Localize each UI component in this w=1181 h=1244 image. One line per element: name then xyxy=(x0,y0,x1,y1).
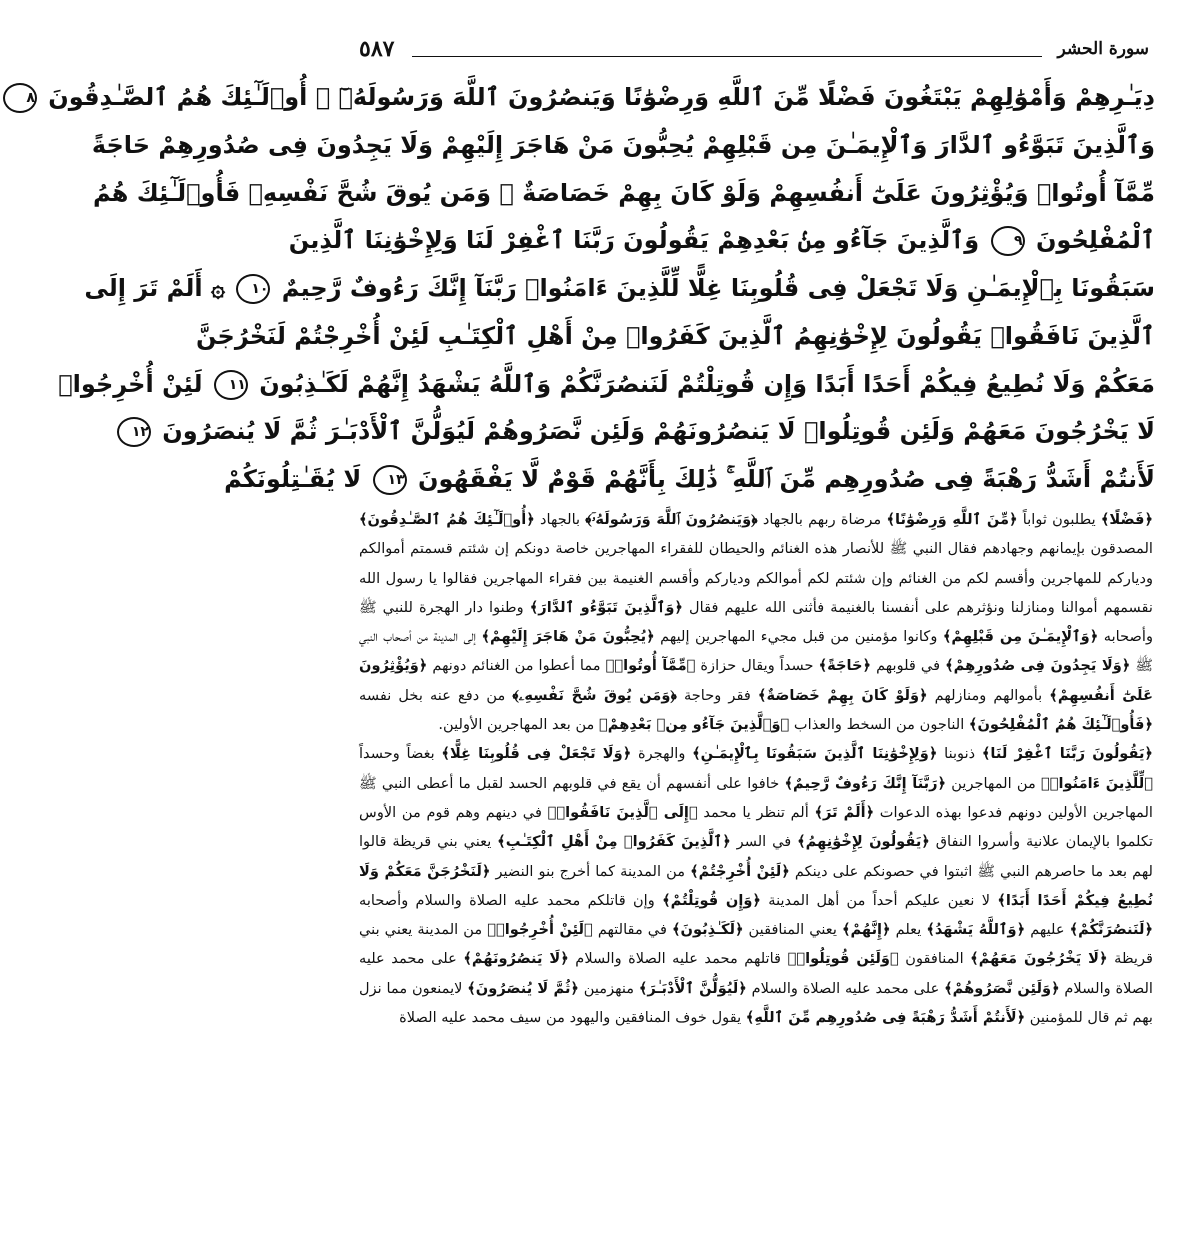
quran-line xyxy=(84,269,1155,307)
commentary-text: بأموالهم ومنازلهم xyxy=(927,686,1050,704)
commentary-text: من دفع عنه بخل نفسه xyxy=(359,686,513,704)
commentary-text: في دينهم وهم قوم من الأوس تكلموا بالإيمان علانية وأسروا النفاق xyxy=(359,803,1153,851)
commentary-text: مرضاة ربهم بالجهاد xyxy=(757,511,887,528)
commentary-text: يعلم xyxy=(890,921,927,939)
tafsir-paragraph-2 xyxy=(359,739,1153,1032)
ayah-number-marker: ١٣ xyxy=(373,465,407,495)
quran-quote: ﴿إِلَى ٱلَّذِينَ نَافَقُوا۟﴾ xyxy=(547,803,698,821)
commentary-text: يطلبون ثواباً xyxy=(1017,511,1101,528)
commentary-text: من المدينة كما أخرج بنو النضير xyxy=(490,862,691,880)
commentary-text: يعني بني قريظة قالوا لهم بعد ما حاصرهم النبي ﷺ اثبتوا في حصونكم على دينكم xyxy=(359,833,1153,880)
ayah-number-marker: ١١ xyxy=(214,370,248,400)
quran-quote: ﴿أُو۟لَـٰٓئِكَ هُمُ ٱلصَّـٰدِقُونَ﴾ xyxy=(359,511,535,528)
quran-quote: ﴿ٱلَّذِينَ كَفَرُوا۟ مِنْ أَهْلِ ٱلْكِتَـٰبِ﴾ xyxy=(497,833,731,851)
ayah-number-marker: ١٢ xyxy=(117,417,151,447)
quran-line-text: ٱلْمُفْلِحُونَ xyxy=(1035,226,1155,255)
quran-line-text: لَئِنْ أُخْرِجُوا۟ xyxy=(58,369,203,398)
commentary-text: منهزمين xyxy=(579,979,639,997)
quran-quote: ﴿وَٱلَّذِينَ تَبَوَّءُو ٱلدَّارَ﴾ xyxy=(529,598,683,616)
quran-quote: ﴿مِّنَ ٱللَّهِ وَرِضْوَٰنًا﴾ xyxy=(886,511,1018,528)
quran-line-text: لَأَنتُمْ أَشَدُّ رَهْبَةً فِى صُدُورِهِم مِّنَ ٱللَّهِ ۚ ذَٰلِكَ بِأَنَّهُمْ قَوْمٌ لَّا يَفْقَهُونَ xyxy=(417,465,1155,493)
quran-quote: ﴿وَلَا يَجِدُونَ فِى صُدُورِهِمْ﴾ xyxy=(945,657,1131,675)
surah-name: سورة الحشر xyxy=(1057,39,1149,59)
commentary-text: على محمد عليه الصلاة والسلام xyxy=(746,979,945,997)
commentary-text: وكانوا مؤمنين من قبل مجيء المهاجرين إليهم xyxy=(654,628,943,646)
quran-line xyxy=(58,365,1155,403)
quran-quote: ﴿فَأُو۟لَـٰٓئِكَ هُمُ ٱلْمُفْلِحُونَ﴾ xyxy=(968,716,1153,734)
quran-quote: ﴿وَمَن يُوقَ شُحَّ نَفْسِهِۦ﴾ xyxy=(512,686,677,704)
quran-quote: ﴿يَقُولُونَ رَبَّنَا ٱغْفِرْ لَنَا﴾ xyxy=(981,745,1153,763)
quran-quote: ﴿وَإِن قُوتِلْتُمْ﴾ xyxy=(662,891,761,909)
quran-quote: ﴿حَاجَةً﴾ xyxy=(818,657,872,675)
quran-line-text: وَٱلَّذِينَ تَبَوَّءُو ٱلدَّارَ وَٱلْإِيمَـٰنَ مِن قَبْلِهِمْ يُحِبُّونَ مَنْ هَاجَرَ إِلَيْهِمْ وَلَا يَجِدُونَ فِى صُدُورِهِمْ حَاجَةً xyxy=(91,130,1155,159)
quran-line-text: مَعَكُمْ وَلَا نُطِيعُ فِيكُمْ أَحَدًا أَبَدًا وَإِن قُوتِلْتُمْ لَنَنصُرَنَّكُمْ وَٱللَّهُ يَشْهَدُ إِنَّهُمْ لَكَـٰذِبُونَ xyxy=(259,369,1155,398)
commentary-text: حسداً ويقال حزازة xyxy=(695,657,819,675)
tafsir-paragraph-1 xyxy=(359,505,1153,739)
commentary-text: من المهاجرين xyxy=(946,774,1041,792)
quran-quote: ﴿وَلِإِخْوَٰنِنَا ٱلَّذِينَ سَبَقُونَا بِٱلْإِيمَـٰنِ﴾ xyxy=(692,745,938,763)
quran-line-text: مِّمَّآ أُوتُوا۟ وَيُؤْثِرُونَ عَلَىٰٓ أَنفُسِهِمْ وَلَوْ كَانَ بِهِمْ خَصَاصَةٌ ۚ وَمَن يُوقَ شُحَّ نَفْسِهِۦ فَأُو۟لَـٰٓئِكَ هُمُ xyxy=(92,178,1155,207)
quran-quote: ﴿إِنَّهُمْ﴾ xyxy=(841,921,891,939)
commentary-text: في قلوبهم xyxy=(871,657,946,675)
commentary-text: من المدينة يعني بني قريظة xyxy=(359,921,1154,968)
commentary-text: على محمد عليه الصلاة والسلام xyxy=(359,950,1153,997)
ayah-number-marker: ٨ xyxy=(3,83,37,113)
commentary-text: من بعد المهاجرين الأولين. xyxy=(438,716,600,734)
quran-line xyxy=(131,412,1155,450)
quran-quote: ﴿لَنَنصُرَنَّكُمْ﴾ xyxy=(1069,921,1153,939)
commentary-text: ألم تنظر يا محمد xyxy=(697,803,815,821)
commentary-text: بغضاً وحسداً xyxy=(359,745,442,763)
header-rule xyxy=(412,42,1041,57)
quran-line xyxy=(195,317,1155,355)
commentary-text: خافوا على أنفسهم أن يقع في قلوبهم الحسد لقبل ما أعطى النبي ﷺ المهاجرين الأولين دونهم فدعوا بهذه الدعوات xyxy=(359,774,1153,821)
ayah-number-marker: ٩ xyxy=(991,226,1025,256)
quran-quote: ﴿وَيَنصُرُونَ ٱللَّهَ وَرَسُولَهُۥٓ﴾ xyxy=(585,511,758,528)
quran-quote: ﴿لَيُوَلُّنَّ ٱلْأَدْبَـٰرَ﴾ xyxy=(638,979,747,997)
quran-line-text: دِيَـٰرِهِمْ وَأَمْوَٰلِهِمْ يَبْتَغُونَ فَضْلًا مِّنَ ٱللَّهِ وَرِضْوَٰنًا وَيَنصُرُونَ ٱللَّهَ وَرَسُولَهُۥٓ ۚ أُو۟لَـٰٓئِكَ هُمُ ٱلصَّـٰدِقُونَ xyxy=(48,83,1155,111)
commentary-text: والهجرة xyxy=(631,745,693,763)
quran-quote: ﴿رَبَّنَآ إِنَّكَ رَءُوفٌ رَّحِيمٌ﴾ xyxy=(784,774,947,792)
commentary-text: وطنوا دار الهجرة للنبي ﷺ وأصحابه xyxy=(359,598,1154,646)
commentary-text: يقول خوف المنافقين واليهود من سيف محمد عليه الصلاة xyxy=(399,1009,746,1027)
quran-quote: ﴿لَئِنْ أُخْرِجْتُمْ﴾ xyxy=(690,862,790,880)
quran-quote: ﴿لَا يَخْرُجُونَ مَعَهُمْ﴾ xyxy=(970,950,1108,968)
quran-quote: ﴿يُحِبُّونَ مَنْ هَاجَرَ إِلَيْهِمْ﴾ xyxy=(481,628,655,646)
page-number: ٥٨٧ xyxy=(359,36,395,62)
quran-quote: ﴿وَلَئِن نَّصَرُوهُمْ﴾ xyxy=(944,979,1060,997)
quran-quote: ﴿يَقُولُونَ لِإِخْوَٰنِهِمُ﴾ xyxy=(797,833,930,851)
quran-quote: ﴿فَضْلًا﴾ xyxy=(1100,511,1153,528)
commentary-text: المصدقون بإيمانهم وجهادهم فقال النبي ﷺ للأنصار هذه الغنائم والحيطان للفقراء المهاجرين خاصة دونكم إن شئتم قسمتم أموالكم ودياركم للمهاجرين وأقسم لكم من الغنائم وإن شئتم لكم أموالكم ودياركم وأقسم الغنيمة بين فقراء المهاجرين فقالوا يا رسول الله نقسمهم أموالنا ومنازلنا ونؤثرهم على أنفسنا بالغنيمة فأثنى الله عليهم فقال xyxy=(359,540,1153,616)
quran-quote: ﴿وَلَا تَجْعَلْ فِى قُلُوبِنَا غِلًّا﴾ xyxy=(441,745,632,763)
commentary-text: في مقالتهم xyxy=(592,921,672,939)
quran-line xyxy=(288,221,1155,259)
commentary-text: قاتلهم محمد عليه الصلاة والسلام xyxy=(568,950,788,968)
quran-quote: ﴿لَا يَنصُرُونَهُمْ﴾ xyxy=(463,950,569,968)
quran-line-text: لَا يُقَـٰتِلُونَكُمْ xyxy=(224,465,362,493)
quran-line-text: وَٱلَّذِينَ جَآءُو مِنۢ بَعْدِهِمْ يَقُولُونَ رَبَّنَا ٱغْفِرْ لَنَا وَلِإِخْوَٰنِنَا ٱلَّذِينَ xyxy=(288,226,980,255)
quran-quote: ﴿لَأَنتُمْ أَشَدُّ رَهْبَةً فِى صُدُورِهِم مِّنَ ٱللَّهِ﴾ xyxy=(745,1009,1026,1027)
commentary-text: فقر وحاجة xyxy=(676,686,758,704)
quran-quote: ﴿وَلَئِن قُوتِلُوا۟﴾ xyxy=(787,950,899,968)
commentary-text: المنافقون xyxy=(898,950,971,968)
commentary-text: بالجهاد xyxy=(534,511,586,528)
quran-line-text: ۞ أَلَمْ تَرَ إِلَى xyxy=(84,274,226,302)
quran-line-text: ٱلَّذِينَ نَافَقُوا۟ يَقُولُونَ لِإِخْوَٰنِهِمُ ٱلَّذِينَ كَفَرُوا۟ مِنْ أَهْلِ ٱلْكِتَـٰبِ لَئِنْ أُخْرِجْتُمْ لَنَخْرُجَنَّ xyxy=(195,321,1155,350)
commentary-text: يعني المنافقين xyxy=(743,921,842,939)
quran-quote: ﴿وَيُؤْثِرُونَ عَلَىٰٓ أَنفُسِهِمْ﴾ xyxy=(359,657,1153,704)
commentary-text: لا نعين عليكم أحداً من أهل المدينة xyxy=(760,891,998,909)
quran-text-block xyxy=(26,78,1155,498)
quran-line xyxy=(26,78,1155,116)
quran-quote: ﴿أَلَمْ تَرَ﴾ xyxy=(814,803,875,821)
quran-quote: ﴿لَنَخْرُجَنَّ مَعَكُمْ وَلَا نُطِيعُ فِيكُمْ أَحَدًا أَبَدًا﴾ xyxy=(359,862,1153,909)
quran-quote: ﴿وَٱلَّذِينَ جَآءُو مِنۢ بَعْدِهِمْ﴾ xyxy=(599,716,790,734)
quran-line-text: لَا يَخْرُجُونَ مَعَهُمْ وَلَئِن قُوتِلُوا۟ لَا يَنصُرُونَهُمْ وَلَئِن نَّصَرُوهُمْ لَيُوَلُّنَّ ٱلْأَدْبَـٰرَ ثُمَّ لَا يُنصَرُونَ xyxy=(162,417,1155,446)
quran-line xyxy=(91,126,1155,164)
commentary-text: وإن قاتلكم محمد عليه الصلاة والسلام وأصحابه xyxy=(359,891,663,909)
commentary-text: الناجون من السخط والعذاب xyxy=(789,716,969,734)
ayah-number-marker: ١٠ xyxy=(236,274,270,304)
commentary-text: لايمنعون مما نزل بهم ثم قال للمؤمنين xyxy=(359,979,1153,1027)
commentary-text: ذنوبنا xyxy=(937,745,982,763)
quran-quote: ﴿مِّمَّآ أُوتُوا۟﴾ xyxy=(605,657,696,675)
quran-line xyxy=(224,460,1155,498)
quran-quote: ﴿ثُمَّ لَا يُنصَرُونَ﴾ xyxy=(467,979,579,997)
quran-quote: ﴿وَٱلْإِيمَـٰنَ مِن قَبْلِهِمْ﴾ xyxy=(942,628,1099,646)
commentary-text: مما أعطوا من الغنائم دونهم xyxy=(427,657,606,675)
commentary-text: عليهم xyxy=(1025,921,1070,939)
page-header xyxy=(359,34,1149,64)
quran-quote: ﴿لِّلَّذِينَ ءَامَنُوا۟﴾ xyxy=(1040,774,1153,792)
commentary-text: في السر xyxy=(730,833,798,851)
quran-quote: ﴿لَئِنْ أُخْرِجُوا۟﴾ xyxy=(487,921,593,939)
quran-quote: ﴿لَكَـٰذِبُونَ﴾ xyxy=(671,921,744,939)
quran-line-text: سَبَقُونَا بِٱلْإِيمَـٰنِ وَلَا تَجْعَلْ فِى قُلُوبِنَا غِلًّا لِّلَّذِينَ ءَامَنُوا۟ رَبَّنَآ إِنَّكَ رَءُوفٌ رَّحِيمٌ xyxy=(281,274,1155,302)
commentary-text: إلى المدينة من أصحاب النبي ﷺ xyxy=(359,628,1154,675)
quran-line xyxy=(92,174,1155,212)
quran-quote: ﴿وَٱللَّهُ يَشْهَدُ﴾ xyxy=(926,921,1026,939)
tafsir-commentary xyxy=(359,505,1153,1230)
quran-quote: ﴿وَلَوْ كَانَ بِهِمْ خَصَاصَةٌ﴾ xyxy=(757,686,928,704)
